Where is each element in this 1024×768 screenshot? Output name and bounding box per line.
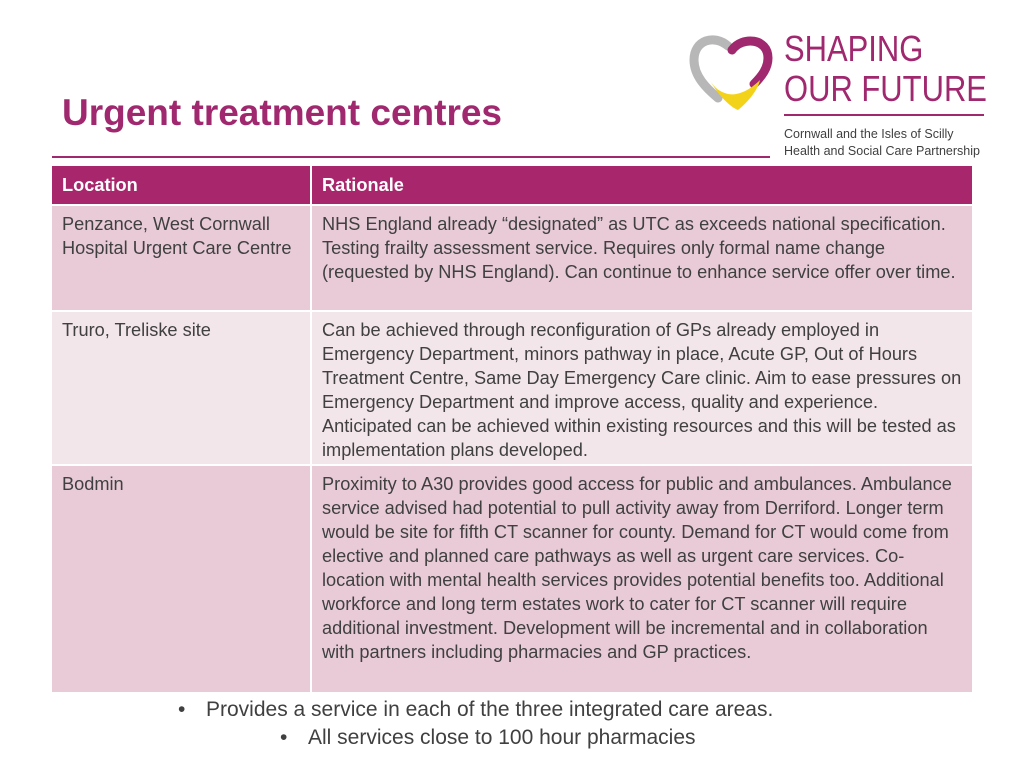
location-cell: Penzance, West Cornwall Hospital Urgent Care Centre	[62, 214, 292, 258]
logo-wordmark-line1: SHAPING	[784, 28, 924, 69]
header-location: Location	[62, 175, 138, 195]
heart-logo-icon	[688, 32, 778, 112]
logo-wordmark-line2: OUR FUTURE	[784, 68, 987, 109]
table-header-row	[52, 166, 972, 206]
table-row	[52, 312, 972, 466]
logo-divider	[784, 114, 984, 116]
bullet-item	[178, 698, 773, 722]
bullet-icon: •	[280, 726, 288, 749]
utc-table	[52, 166, 972, 692]
bullet-text: Provides a service in each of the three integrated care areas.	[206, 698, 774, 721]
shaping-our-future-logo	[684, 26, 994, 166]
rationale-cell: Proximity to A30 provides good access for public and ambulances. Ambulance service advised had potential to pull activity away from Derriford. Longer term would be site for fifth CT scanner for county. Demand for CT would come from elective and planned care pathways as well as urgent care services. Co-location with mental health services provides potential benefits too. Additional workforce and long term estates work to cater for CT scanner will require additional investment. Development will be incremental and in collaboration with partners including pharmacies and GP practices.	[310, 466, 972, 692]
rationale-cell: NHS England already “designated” as UTC as exceeds national specification. Testing frailty assessment service. Requires only formal name change (requested by NHS England). Can continue to enhance service offer over time.	[310, 206, 972, 310]
table-row	[52, 466, 972, 692]
bullet-icon: •	[178, 698, 186, 721]
logo-subtitle-line1: Cornwall and the Isles of Scilly	[784, 127, 954, 141]
header-rationale: Rationale	[310, 166, 972, 204]
table-row	[52, 206, 972, 312]
location-cell: Truro, Treliske site	[62, 320, 211, 340]
rationale-cell: Can be achieved through reconfiguration of GPs already employed in Emergency Department, minors pathway in place, Acute GP, Out of Hours Treatment Centre, Same Day Emergency Care clinic. Aim to ease pressures on Emergency Department and improve access, quality and experience. Anticipated can be achieved within existing resources and this will be tested as implementation plans developed.	[310, 312, 972, 464]
bullet-text: All services close to 100 hour pharmacies	[308, 726, 696, 749]
title-divider	[52, 156, 770, 158]
logo-subtitle-line2: Health and Social Care Partnership	[784, 144, 980, 158]
location-cell: Bodmin	[62, 474, 124, 494]
bullet-item	[280, 726, 696, 750]
page-title: Urgent treatment centres	[62, 92, 503, 133]
